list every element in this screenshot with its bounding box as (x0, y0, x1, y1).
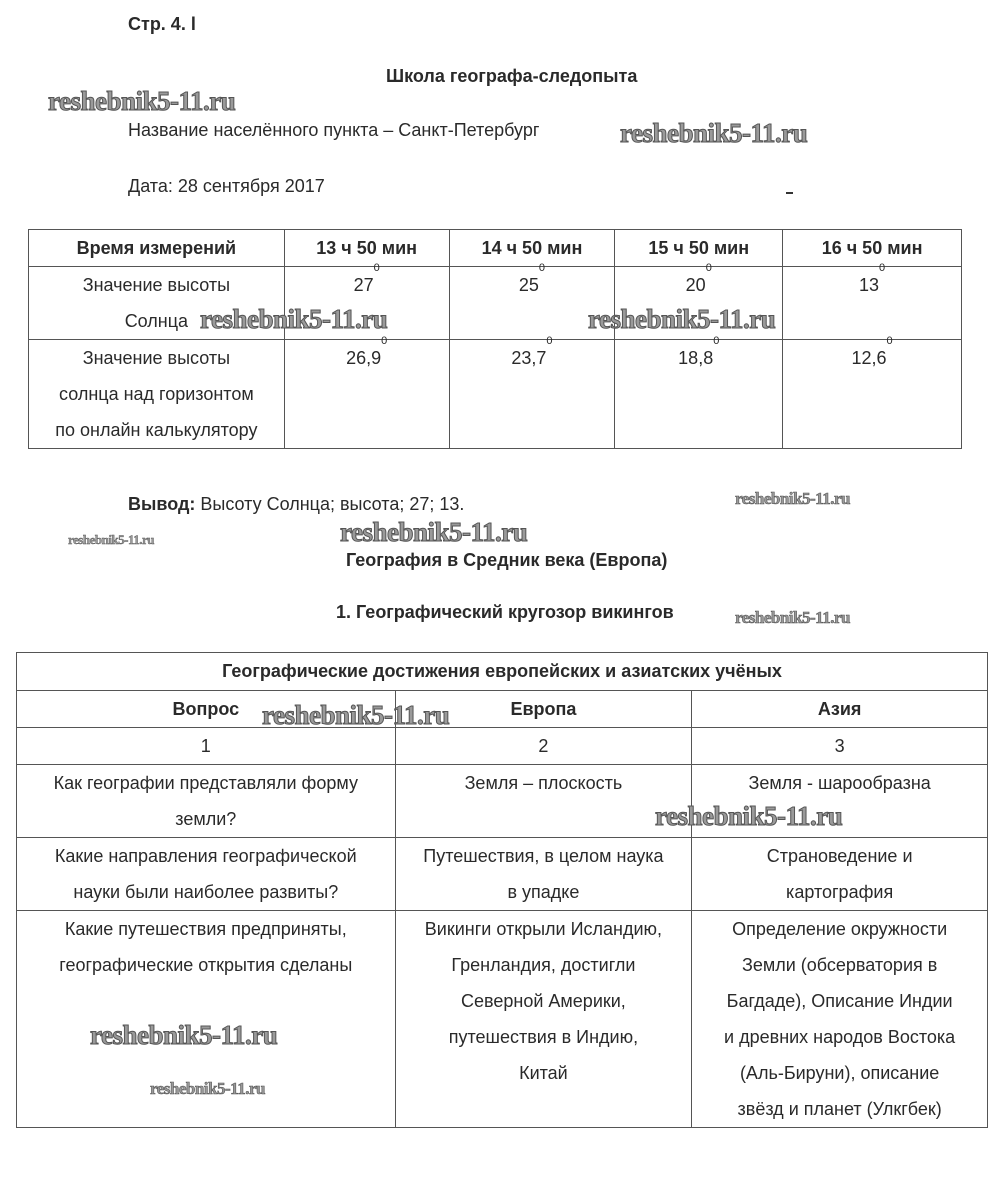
number-row (17, 728, 988, 765)
header-cell: 15 ч 50 мин (615, 230, 783, 267)
cell-line: географические открытия сделаны (59, 955, 353, 975)
watermark: reshebnik5-11.ru (340, 517, 528, 547)
header-cell: Время измерений (29, 230, 285, 267)
header-cell: Европа (395, 691, 692, 728)
table-caption: Географические достижения европейских и азиатских учёных (17, 653, 988, 691)
table-row (29, 340, 962, 449)
table-cell (17, 838, 396, 911)
header-cell: 14 ч 50 мин (449, 230, 615, 267)
cell-line: Земля - шарообразна (748, 773, 931, 793)
value: 27 (353, 275, 374, 295)
value-cell (449, 262, 615, 340)
row-label-cell (29, 267, 285, 340)
table-cell (692, 911, 988, 1128)
value: 13 (859, 275, 880, 295)
table-cell (692, 765, 988, 838)
header-cell: 16 ч 50 мин (783, 230, 962, 267)
column-number: 3 (692, 728, 988, 765)
cell-line: Багдаде), Описание Индии (726, 991, 953, 1011)
cell-line: Страноведение и (766, 846, 913, 866)
cell-line: путешествия в Индию, (448, 1027, 639, 1047)
value: 18,8 (678, 348, 714, 368)
degree-mark: 0 (705, 262, 712, 274)
cell-line: Какие направления географической (54, 846, 357, 866)
value-cell (284, 262, 449, 340)
conclusion (128, 494, 464, 515)
cell-line: (Аль-Бируни), описание (739, 1063, 940, 1083)
value: 23,7 (511, 348, 547, 368)
cell-line: земли? (175, 809, 237, 829)
cell-line: Земли (обсерватория в (741, 955, 938, 975)
degree-mark: 0 (538, 262, 546, 274)
date: Дата: 28 сентября 2017 (128, 176, 325, 196)
table-cell (395, 838, 692, 911)
table-row (17, 765, 988, 838)
row-label-line: по онлайн калькулятору (55, 420, 258, 440)
table-row (29, 267, 962, 340)
table-cell (395, 911, 692, 1128)
cell-line: и древних народов Востока (724, 1027, 956, 1047)
cell-line: Северной Америки, (461, 991, 626, 1011)
cell-line: в упадке (507, 882, 580, 902)
cell-line: Викинги открыли Исландию, (424, 919, 663, 939)
table-cell (692, 838, 988, 911)
cell-line: науки были наиболее развиты? (73, 882, 339, 902)
value-cell (449, 335, 615, 449)
cell-line: Земля – плоскость (464, 773, 623, 793)
header-cell: Азия (692, 691, 988, 728)
achievements-table (16, 652, 988, 1128)
value: 12,6 (851, 348, 887, 368)
table-cell (17, 911, 396, 1128)
watermark: reshebnik5-11.ru (735, 489, 850, 508)
header-row (29, 230, 962, 267)
conclusion-label: Вывод: (128, 494, 196, 514)
watermark: reshebnik5-11.ru (68, 532, 155, 547)
page-label: Стр. 4. l (128, 14, 196, 34)
conclusion-text: Высоту Солнца; высота; 27; 13. (195, 494, 465, 514)
header-cell: Вопрос (17, 691, 396, 728)
column-number: 1 (17, 728, 396, 765)
watermark: reshebnik5-11.ru (90, 1020, 278, 1050)
watermark: reshebnik5-11.ru (620, 118, 808, 148)
row-label-line: солнца над горизонтом (59, 384, 254, 404)
header-row (17, 691, 988, 728)
row-label-line: Значение высоты (82, 348, 231, 368)
degree-mark: 0 (879, 262, 886, 274)
cell-line: картография (786, 882, 894, 902)
degree-mark: 0 (713, 335, 720, 347)
cell-line: звёзд и планет (Улкгбек) (737, 1099, 942, 1119)
table-cell (395, 765, 692, 838)
value: 20 (685, 275, 706, 295)
cell-line: Как географии представляли форму (53, 773, 358, 793)
section-title: Школа географа-следопыта (386, 66, 638, 86)
cell-line: Китай (519, 1063, 568, 1083)
row-label-line: Значение высоты (82, 275, 231, 295)
watermark: reshebnik5-11.ru (588, 304, 776, 334)
place-name: Название населённого пункта – Санкт-Петербург (128, 120, 540, 140)
value: 25 (518, 275, 539, 295)
cell-line: Определение окружности (732, 919, 948, 939)
watermark: reshebnik5-11.ru (655, 801, 843, 831)
section2-subtitle: 1. Географический кругозор викингов (336, 602, 674, 622)
degree-mark: 0 (546, 335, 553, 347)
watermark: reshebnik5-11.ru (262, 700, 450, 730)
sun-height-table (28, 229, 962, 449)
watermark: reshebnik5-11.ru (48, 86, 236, 116)
table-cell (17, 765, 396, 838)
header-cell: 13 ч 50 мин (284, 230, 449, 267)
value: 26,9 (346, 348, 382, 368)
watermark: reshebnik5-11.ru (200, 304, 388, 334)
table-row (17, 838, 988, 911)
value-cell (284, 335, 449, 449)
value-cell (783, 335, 962, 449)
cell-line: Путешествия, в целом наука (423, 846, 664, 866)
degree-mark: 0 (886, 335, 893, 347)
caption-row (17, 653, 988, 691)
section2-title: География в Средник века (Европа) (346, 550, 668, 570)
row-label-cell (29, 340, 285, 449)
cell-line: Какие путешествия предприняты, (64, 919, 347, 939)
row-label-line: Солнца (124, 311, 189, 331)
table-row (17, 911, 988, 1128)
cell-line: Гренландия, достигли (451, 955, 636, 975)
degree-mark: 0 (381, 335, 388, 347)
watermark: reshebnik5-11.ru (150, 1079, 265, 1098)
value-cell (615, 262, 783, 340)
column-number: 2 (395, 728, 692, 765)
watermark: reshebnik5-11.ru (735, 608, 850, 627)
value-cell (615, 335, 783, 449)
degree-mark: 0 (373, 262, 380, 274)
value-cell (783, 262, 962, 340)
stray-mark (786, 192, 793, 194)
